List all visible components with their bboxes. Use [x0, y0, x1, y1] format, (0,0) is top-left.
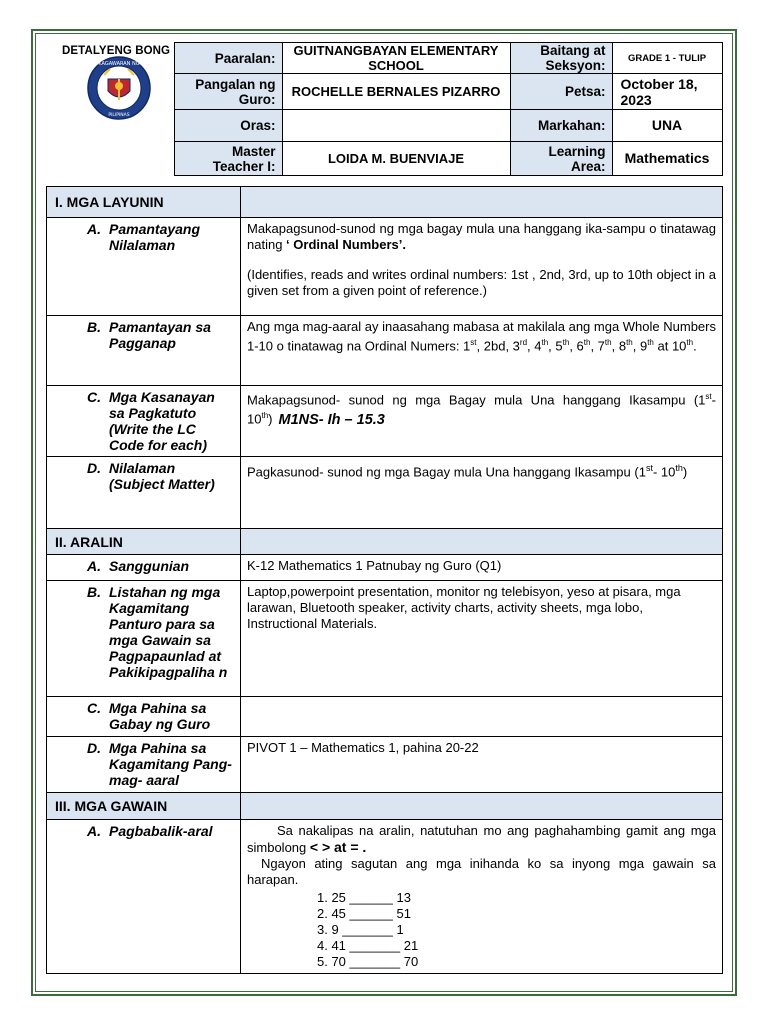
section-layunin-blank — [241, 187, 723, 218]
svg-text:KAGAWARAN NG: KAGAWARAN NG — [98, 60, 140, 67]
review-item: 4. 41 _______ 21 — [317, 938, 419, 953]
label-kagamitan: B. Listahan ng mga Kagamitang Panturo para sa mga Gawain sa Pagpapaunlad at Pakikipagpaliha n — [47, 581, 241, 697]
review-items-list — [317, 890, 716, 970]
master-label: Master Teacher I: — [174, 142, 282, 176]
label-sanggunian: A. Sanggunian — [47, 555, 241, 581]
label-nilalaman: D. Nilalaman (Subject Matter) — [47, 457, 241, 529]
label-pamantayan-pagganap: B. Pamantayan sa Pagganap — [47, 316, 241, 386]
area-label: Learning Area: — [510, 142, 612, 176]
section-aralin: II. ARALIN — [47, 529, 241, 555]
content-pagbabalik: Sa nakalipas na aralin, natutuhan mo ang paghahambing gamit ang mga simbolong < > at = . Ngayon ating sagutan ang mga inihanda ko sa inyong mga gawain sa harapan. 1. 25 ______ 13 2. 45 ______ 51 3. 9 _______ 1 4. 41 _______ 21 5. 70 _______ 70 — [241, 820, 723, 974]
lc-code: M1NS- Ih – 15.3 — [278, 411, 385, 428]
markahan-label: Markahan: — [510, 110, 612, 142]
guro-value: ROCHELLE BERNALES PIZARRO — [282, 74, 510, 110]
content-kagamitan: Laptop,powerpoint presentation, monitor ng telebisyon, yeso at pisara, mga larawan, Bluetooth speaker, activity charts, activity sheets, mga lobo, Instructional Materials. — [241, 581, 723, 697]
baitang-value: GRADE 1 - TULIP — [612, 43, 722, 74]
oras-label: Oras: — [174, 110, 282, 142]
content-pahina-magaaral: PIVOT 1 – Mathematics 1, pahina 20-22 — [241, 737, 723, 793]
label-kasanayan: C. Mga Kasanayan sa Pagkatuto (Write the LC Code for each) — [47, 386, 241, 457]
petsa-value: October 18, 2023 — [612, 74, 722, 110]
paaralan-label: Paaralan: — [174, 43, 282, 74]
content-pahina-guro — [241, 697, 723, 737]
paaralan-value: GUITNANGBAYAN ELEMENTARY SCHOOL — [282, 43, 510, 74]
content-nilalaman: Pagkasunod- sunod ng mga Bagay mula Una hanggang Ikasampu (1st- 10th) — [241, 457, 723, 529]
review-item: 5. 70 _______ 70 — [317, 954, 419, 969]
logo-cell — [46, 43, 174, 176]
lesson-plan-table — [46, 186, 723, 974]
section-gawain-blank — [241, 793, 723, 820]
master-value: LOIDA M. BUENVIAJE — [282, 142, 510, 176]
content-kasanayan: Makapagsunod- sunod ng mga Bagay mula Una hanggang Ikasampu (1st- 10th) M1NS- Ih – 15.3 — [241, 386, 723, 457]
header-table — [46, 42, 723, 176]
deped-seal-icon — [86, 55, 152, 121]
review-item: 2. 45 ______ 51 — [317, 906, 411, 921]
content-pamantayang-nilalaman: Makapagsunod-sunod ng mga bagay mula una hanggang ika-sampu o tinatawag nating ‘ Ordinal Numbers’. (Identifies, reads and writes ordinal numbers: 1st , 2nd, 3rd, up to 10th object in a given set from a given point of reference.) — [241, 218, 723, 316]
petsa-label: Petsa: — [510, 74, 612, 110]
markahan-value: UNA — [612, 110, 722, 142]
section-aralin-blank — [241, 529, 723, 555]
review-item: 3. 9 _______ 1 — [317, 922, 404, 937]
logo-text: DETALYENG BONG — [62, 44, 171, 57]
label-pahina-magaaral: D. Mga Pahina sa Kagamitang Pang-mag- aaral — [47, 737, 241, 793]
baitang-label: Baitang at Seksyon: — [510, 43, 612, 74]
content-pamantayan-pagganap: Ang mga mag-aaral ay inaasahang mabasa at makilala ang mga Whole Numbers 1-10 o tinatawag na Ordinal Numers: 1st, 2bd, 3rd, 4th, 5th, 6th, 7th, 8th, 9th at 10th. — [241, 316, 723, 386]
guro-label: Pangalan ng Guro: — [174, 74, 282, 110]
section-layunin: I. MGA LAYUNIN — [47, 187, 241, 218]
review-item: 1. 25 ______ 13 — [317, 890, 411, 905]
label-pagbabalik: A. Pagbabalik-aral — [47, 820, 241, 974]
area-value: Mathematics — [612, 142, 722, 176]
oras-value — [282, 110, 510, 142]
content-sanggunian: K-12 Mathematics 1 Patnubay ng Guro (Q1) — [241, 555, 723, 581]
label-pamantayang-nilalaman: A. Pamantayang Nilalaman — [47, 218, 241, 316]
label-pahina-guro: C. Mga Pahina sa Gabay ng Guro — [47, 697, 241, 737]
svg-text:PILIPINAS: PILIPINAS — [108, 112, 130, 118]
section-gawain: III. MGA GAWAIN — [47, 793, 241, 820]
